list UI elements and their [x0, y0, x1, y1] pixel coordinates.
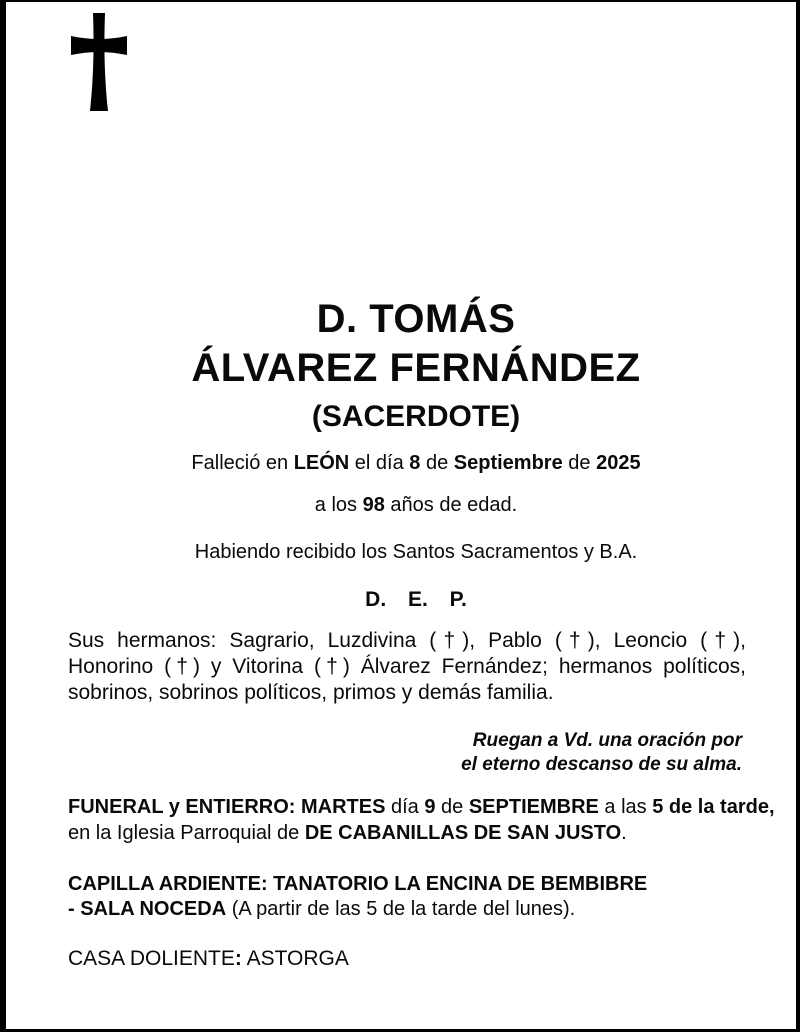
deceased-role: (SACERDOTE) [311, 400, 521, 433]
funeral-month: SEPTIEMBRE [468, 796, 599, 818]
mourning-home-line: CASA DOLIENTE: ASTORGA [68, 947, 349, 970]
family-paragraph [6, 628, 796, 706]
funeral-line1: FUNERAL y ENTIERRO: MARTES día 9 de SEPTIEMBRE a las 5 de la tarde, [68, 796, 775, 818]
death-city: LEÓN [293, 452, 350, 474]
funeral-line2: en la Iglesia Parroquial de DE CABANILLAS DE SAN JUSTO. [68, 822, 627, 844]
home-label: CASA DOLIENTE [68, 947, 235, 970]
age-line: a los 98 años de edad. [314, 494, 518, 516]
funeral-church: DE CABANILLAS DE SAN JUSTO [304, 822, 622, 844]
prayer-line1: Ruegan a Vd. una oración por [472, 730, 742, 751]
family-line: sobrinos, sobrinos políticos, primos y demás familia. [68, 681, 554, 704]
home-value: ASTORGA [241, 947, 349, 970]
funeral-info [6, 794, 796, 846]
prayer-block [6, 729, 796, 777]
deceased-name-line2: ÁLVAREZ FERNÁNDEZ [191, 346, 641, 390]
wake-info [6, 872, 796, 922]
death-day: 8 [409, 452, 421, 474]
prayer-line2: el eterno descanso de su alma. [461, 754, 742, 775]
wake-line1: CAPILLA ARDIENTE: TANATORIO LA ENCINA DE BEMBIBRE [68, 873, 648, 895]
dep-line: D. E. P. [365, 588, 467, 611]
death-date-line: Falleció en LEÓN el día 8 de Septiembre de 2025 [191, 452, 641, 474]
deceased-name-line1: D. TOMÁS [316, 297, 516, 341]
death-month: Septiembre [453, 452, 563, 474]
funeral-day: 9 [424, 796, 436, 818]
family-line: Sus hermanos: Sagrario, Luzdivina (†), Pablo (†), Leoncio (†), [68, 629, 746, 652]
death-text: Falleció en [191, 452, 294, 474]
death-year: 2025 [596, 452, 641, 474]
wake-room: - SALA NOCEDA [68, 898, 227, 920]
family-line: Honorino (†) y Vitorina (†) Álvarez Fernández; hermanos políticos, [68, 655, 746, 678]
latin-cross-icon [70, 12, 128, 112]
age-value: 98 [362, 494, 385, 516]
header [6, 295, 796, 437]
funeral-time: 5 de la tarde, [652, 796, 775, 818]
sacraments-line: Habiendo recibido los Santos Sacramentos y B.A. [194, 541, 638, 563]
wake-line2: - SALA NOCEDA (A partir de las 5 de la tarde del lunes). [68, 898, 576, 920]
